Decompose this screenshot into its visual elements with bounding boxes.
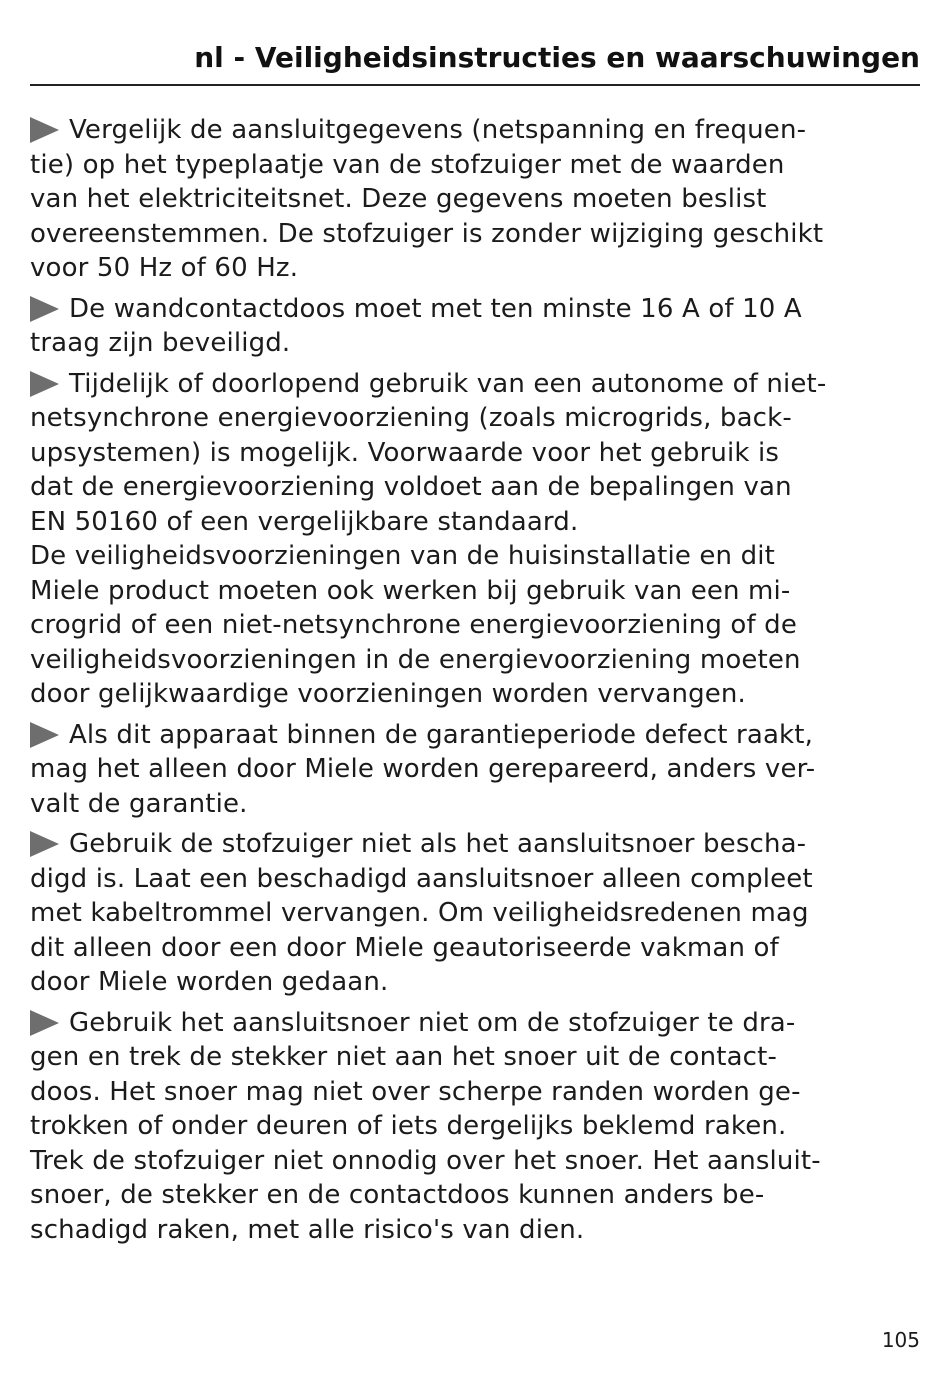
instruction-text: gen en trek de stekker niet aan het snoer uit de contact- xyxy=(30,1042,777,1072)
instruction-item xyxy=(30,292,920,361)
page-number: 105 xyxy=(881,1328,920,1352)
instruction-line xyxy=(30,113,920,148)
instruction-text: door Miele worden gedaan. xyxy=(30,967,389,997)
instruction-line xyxy=(30,401,920,436)
instruction-text: door gelijkwaardige voorzieningen worden vervangen. xyxy=(30,679,746,709)
instruction-text: trokken of onder deuren of iets dergelijks beklemd raken. xyxy=(30,1111,787,1141)
instruction-line xyxy=(30,1006,920,1041)
instruction-text: De veiligheidsvoorzieningen van de huisinstallatie en dit xyxy=(30,541,775,571)
instruction-text: overeenstemmen. De stofzuiger is zonder wijziging geschikt xyxy=(30,218,824,249)
instruction-text: Vergelijk de aansluitgegevens (netspanning en frequen- xyxy=(69,115,807,145)
instruction-line xyxy=(30,539,920,574)
instruction-line xyxy=(30,1075,920,1110)
instruction-text: De wandcontactdoos moet met ten minste 16 A of 10 A xyxy=(69,293,802,324)
instruction-text: dit alleen door een door Miele geautoriseerde vakman of xyxy=(30,932,779,963)
instruction-line xyxy=(30,965,920,1000)
instruction-text: Tijdelijk of doorlopend gebruik van een autonome of niet- xyxy=(69,368,827,399)
instruction-line xyxy=(30,608,920,643)
instructions-list xyxy=(30,113,920,1253)
instruction-line xyxy=(30,251,920,286)
instruction-text: Trek de stofzuiger niet onnodig over het snoer. Het aansluit- xyxy=(30,1145,821,1176)
header-divider xyxy=(30,84,920,86)
instruction-line xyxy=(30,1109,920,1144)
instruction-text: doos. Het snoer mag niet over scherpe randen worden ge- xyxy=(30,1076,801,1107)
triangle-bullet-icon xyxy=(30,117,59,143)
triangle-bullet-icon xyxy=(30,1010,59,1036)
instruction-text: met kabeltrommel vervangen. Om veiligheidsredenen mag xyxy=(30,898,809,928)
instruction-item xyxy=(30,718,920,822)
instruction-line xyxy=(30,292,920,327)
instruction-item xyxy=(30,827,920,1000)
instruction-line xyxy=(30,677,920,712)
triangle-bullet-icon xyxy=(30,722,59,748)
instruction-text: valt de garantie. xyxy=(30,788,248,819)
instruction-text: netsynchrone energievoorziening (zoals microgrids, back- xyxy=(30,403,792,433)
instruction-line xyxy=(30,574,920,609)
instruction-text: EN 50160 of een vergelijkbare standaard. xyxy=(30,506,579,537)
instruction-text: digd is. Laat een beschadigd aansluitsnoer alleen compleet xyxy=(30,863,813,894)
instruction-line xyxy=(30,326,920,361)
instruction-line xyxy=(30,896,920,931)
instruction-text: schadigd raken, met alle risico's van dien. xyxy=(30,1214,585,1245)
instruction-item xyxy=(30,113,920,286)
instruction-line xyxy=(30,931,920,966)
instruction-text: crogrid of een niet-netsynchrone energievoorziening of de xyxy=(30,610,797,640)
instruction-line xyxy=(30,217,920,252)
instruction-line xyxy=(30,1040,920,1075)
instruction-text: Gebruik de stofzuiger niet als het aansluitsnoer bescha- xyxy=(69,829,807,859)
instruction-text: upsystemen) is mogelijk. Voorwaarde voor het gebruik is xyxy=(30,437,780,468)
instruction-text: traag zijn beveiligd. xyxy=(30,328,291,358)
triangle-bullet-icon xyxy=(30,371,59,397)
instruction-line xyxy=(30,148,920,183)
instruction-line xyxy=(30,505,920,540)
instruction-text: van het elektriciteitsnet. Deze gegevens moeten beslist xyxy=(30,184,767,214)
instruction-line xyxy=(30,718,920,753)
instruction-line xyxy=(30,752,920,787)
instruction-line xyxy=(30,862,920,897)
instruction-text: Als dit apparaat binnen de garantieperiode defect raakt, xyxy=(69,719,813,750)
instruction-item xyxy=(30,367,920,712)
instruction-text: snoer, de stekker en de contactdoos kunnen anders be- xyxy=(30,1180,765,1210)
instruction-line xyxy=(30,182,920,217)
instruction-text: tie) op het typeplaatje van de stofzuiger met de waarden xyxy=(30,149,785,180)
instruction-text: mag het alleen door Miele worden gerepareerd, anders ver- xyxy=(30,754,816,784)
instruction-text: veiligheidsvoorzieningen in de energievoorziening moeten xyxy=(30,644,801,675)
instruction-line xyxy=(30,1144,920,1179)
instruction-line xyxy=(30,470,920,505)
instruction-text: Gebruik het aansluitsnoer niet om de stofzuiger te dra- xyxy=(69,1007,796,1038)
instruction-line xyxy=(30,787,920,822)
instruction-line xyxy=(30,1213,920,1248)
instruction-line xyxy=(30,643,920,678)
instruction-text: dat de energievoorziening voldoet aan de bepalingen van xyxy=(30,472,792,502)
instruction-text: Miele product moeten ook werken bij gebruik van een mi- xyxy=(30,575,791,606)
instruction-line xyxy=(30,436,920,471)
instruction-line xyxy=(30,367,920,402)
page-header-title: nl - Veiligheidsinstructies en waarschuwingen xyxy=(194,41,920,74)
instruction-item xyxy=(30,1006,920,1248)
triangle-bullet-icon xyxy=(30,296,59,322)
triangle-bullet-icon xyxy=(30,831,59,857)
instruction-line xyxy=(30,1178,920,1213)
instruction-line xyxy=(30,827,920,862)
instruction-text: voor 50 Hz of 60 Hz. xyxy=(30,253,299,283)
